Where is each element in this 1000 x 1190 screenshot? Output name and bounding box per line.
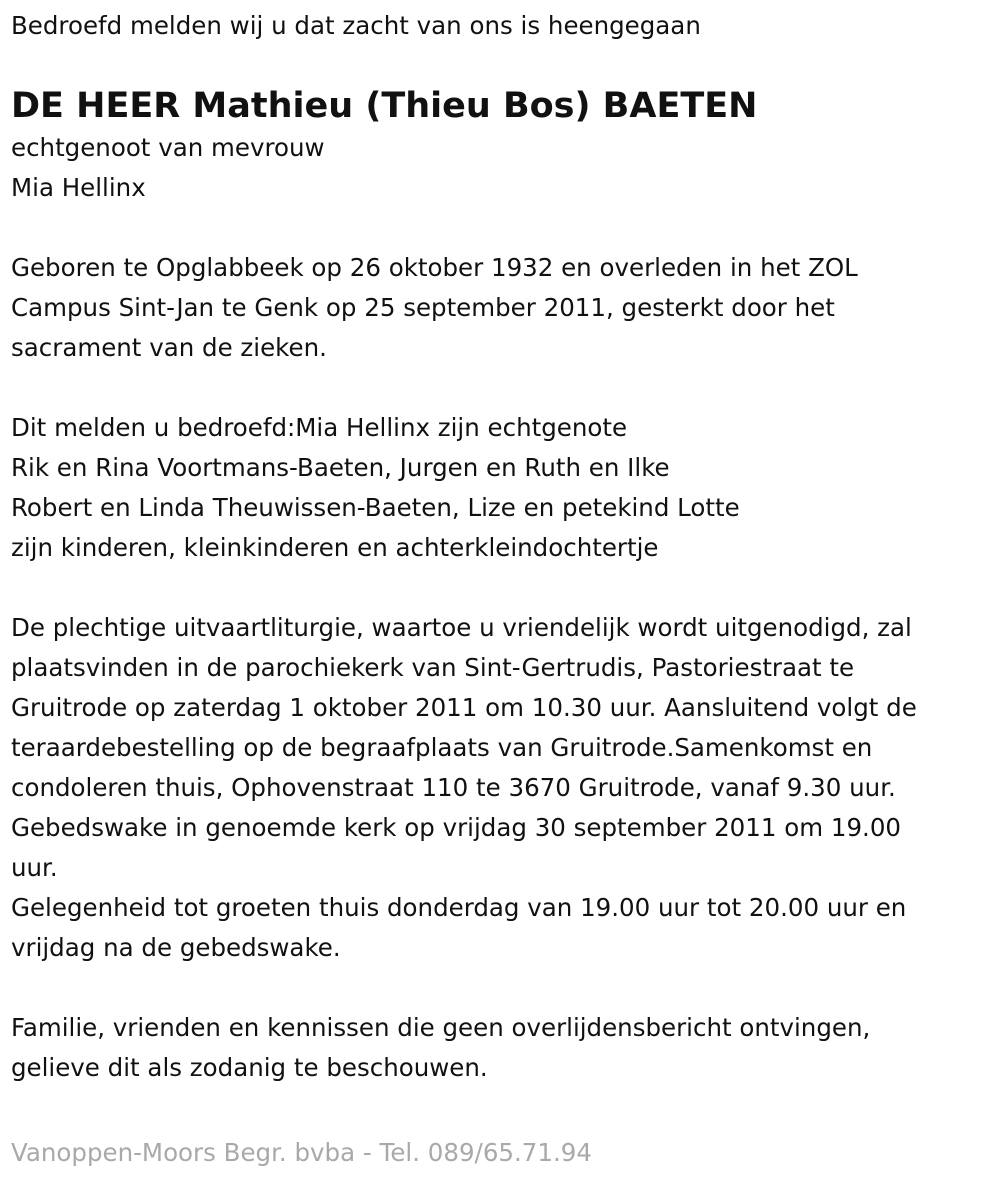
funeral-home-contact: Vanoppen-Moors Begr. bvba - Tel. 089/65.71.94: [11, 1138, 592, 1167]
funeral-line: Gelegenheid tot groeten thuis donderdag van 19.00 uur tot 20.00 uur en: [11, 893, 907, 922]
obituary-notice: [11, 6, 996, 1088]
family-line: Robert en Linda Theuwissen-Baeten, Lize en petekind Lotte: [11, 493, 740, 522]
funeral-line: vrijdag na de gebedswake.: [11, 933, 341, 962]
funeral-line: teraardebestelling op de begraafplaats van Gruitrode.Samenkomst en: [11, 733, 873, 762]
spacer: [11, 568, 996, 608]
funeral-line: condoleren thuis, Ophovenstraat 110 te 3670 Gruitrode, vanaf 9.30 uur.: [11, 773, 896, 802]
funeral-line: plaatsvinden in de parochiekerk van Sint-Gertrudis, Pastoriestraat te: [11, 653, 855, 682]
birth-death-paragraph: [11, 248, 996, 368]
spouse-block: [11, 128, 996, 208]
deceased-name: DE HEER Mathieu (Thieu Bos) BAETEN: [11, 86, 758, 126]
funeral-line: uur.: [11, 853, 58, 882]
spouse-line-1: echtgenoot van mevrouw: [11, 133, 325, 162]
funeral-line: Gruitrode op zaterdag 1 oktober 2011 om 10.30 uur. Aansluitend volgt de: [11, 693, 917, 722]
spouse-line-2: Mia Hellinx: [11, 173, 146, 202]
notice-line: Familie, vrienden en kennissen die geen overlijdensbericht ontvingen,: [11, 1013, 871, 1042]
family-paragraph: [11, 408, 996, 568]
birth-death-line: sacrament van de zieken.: [11, 333, 327, 362]
family-line: Rik en Rina Voortmans-Baeten, Jurgen en Ruth en Ilke: [11, 453, 670, 482]
family-line: Dit melden u bedroefd:Mia Hellinx zijn echtgenote: [11, 413, 628, 442]
birth-death-line: Campus Sint-Jan te Genk op 25 september 2011, gesterkt door het: [11, 293, 835, 322]
intro-text: Bedroefd melden wij u dat zacht van ons is heengegaan: [11, 11, 701, 40]
birth-death-line: Geboren te Opglabbeek op 26 oktober 1932 en overleden in het ZOL: [11, 253, 858, 282]
notice-line: gelieve dit als zodanig te beschouwen.: [11, 1053, 488, 1082]
notice-paragraph: [11, 1008, 996, 1088]
funeral-line: De plechtige uitvaartliturgie, waartoe u vriendelijk wordt uitgenodigd, zal: [11, 613, 912, 642]
spacer: [11, 968, 996, 1008]
spacer: [11, 208, 996, 248]
family-line: zijn kinderen, kleinkinderen en achterkleindochtertje: [11, 533, 659, 562]
funeral-paragraph: [11, 608, 996, 968]
funeral-line: Gebedswake in genoemde kerk op vrijdag 30 september 2011 om 19.00: [11, 813, 902, 842]
spacer: [11, 368, 996, 408]
